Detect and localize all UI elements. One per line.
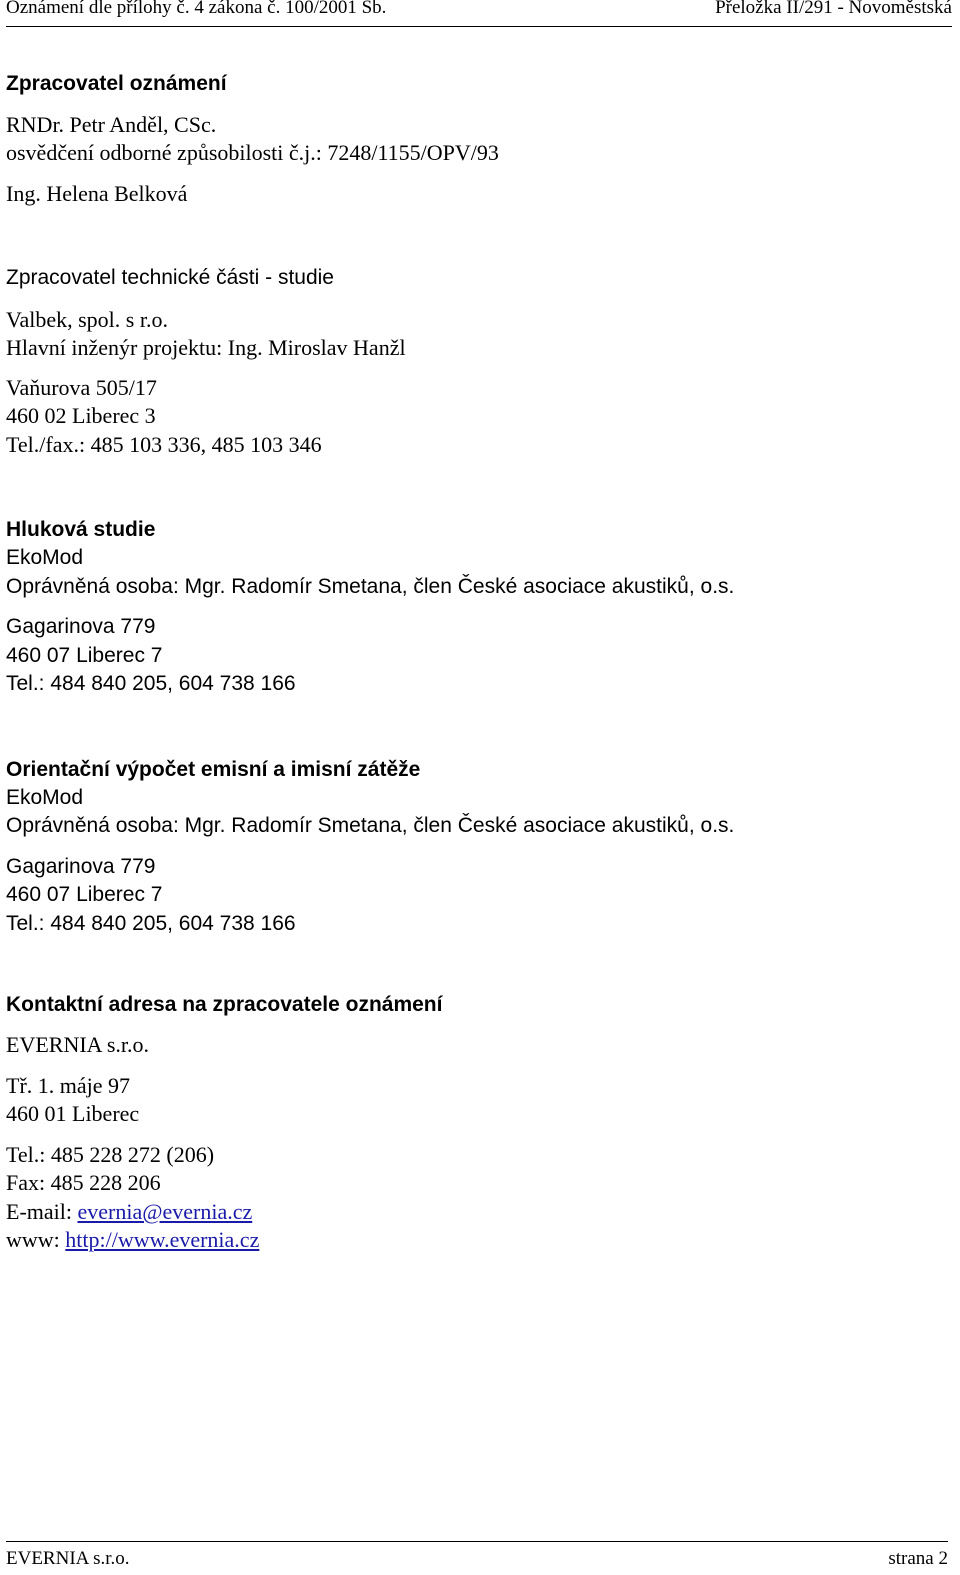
page-footer bbox=[6, 1541, 948, 1572]
footer-company: EVERNIA s.r.o. bbox=[6, 1548, 130, 1569]
hlukova-company: EkoMod bbox=[6, 546, 84, 569]
vypocet-person: Oprávněná osoba: Mgr. Radomír Smetana, člen České asociace akustiků, o.s. bbox=[6, 814, 735, 837]
kontakt-city: 460 01 Liberec bbox=[6, 1101, 140, 1126]
vypocet-phone: Tel.: 484 840 205, 604 738 166 bbox=[6, 912, 296, 935]
zpracovatel-name: RNDr. Petr Anděl, CSc. bbox=[6, 112, 217, 137]
hlukova-person: Oprávněná osoba: Mgr. Radomír Smetana, člen České asociace akustiků, o.s. bbox=[6, 575, 735, 598]
email-label: E-mail: bbox=[6, 1199, 78, 1224]
section-title-technicka: Zpracovatel technické části - studie bbox=[6, 266, 334, 289]
website-link[interactable]: http://www.evernia.cz bbox=[65, 1227, 260, 1252]
vypocet-street: Gagarinova 779 bbox=[6, 855, 156, 878]
kontakt-fax: Fax: 485 228 206 bbox=[6, 1170, 161, 1195]
hlukova-street: Gagarinova 779 bbox=[6, 615, 156, 638]
technicka-city: 460 02 Liberec 3 bbox=[6, 403, 156, 428]
section-title-hlukova: Hluková studie bbox=[6, 518, 156, 541]
kontakt-email-line bbox=[6, 1199, 252, 1225]
hlukova-city: 460 07 Liberec 7 bbox=[6, 644, 163, 667]
section-title-kontakt: Kontaktní adresa na zpracovatele oznámení bbox=[6, 993, 443, 1016]
technicka-engineer: Hlavní inženýr projektu: Ing. Miroslav Hanžl bbox=[6, 335, 406, 360]
kontakt-www-line bbox=[6, 1227, 259, 1253]
email-link[interactable]: evernia@evernia.cz bbox=[77, 1199, 253, 1224]
section-title-zpracovatel: Zpracovatel oznámení bbox=[6, 72, 227, 95]
zpracovatel-certificate: osvědčení odborné způsobilosti č.j.: 7248/1155/OPV/93 bbox=[6, 140, 499, 165]
section-title-vypocet: Orientační výpočet emisní a imisní zátěže bbox=[6, 758, 421, 781]
kontakt-company: EVERNIA s.r.o. bbox=[6, 1032, 149, 1057]
technicka-company: Valbek, spol. s r.o. bbox=[6, 307, 168, 332]
technicka-street: Vaňurova 505/17 bbox=[6, 375, 157, 400]
hlukova-phone: Tel.: 484 840 205, 604 738 166 bbox=[6, 672, 296, 695]
vypocet-company: EkoMod bbox=[6, 786, 84, 809]
kontakt-phone: Tel.: 485 228 272 (206) bbox=[6, 1142, 215, 1167]
technicka-phone: Tel./fax.: 485 103 336, 485 103 346 bbox=[6, 432, 322, 457]
kontakt-street: Tř. 1. máje 97 bbox=[6, 1073, 131, 1098]
footer-page-number: strana 2 bbox=[888, 1548, 948, 1569]
header-document-title: Oznámení dle přílohy č. 4 zákona č. 100/2001 Sb. bbox=[6, 0, 387, 18]
zpracovatel-name-2: Ing. Helena Belková bbox=[6, 181, 188, 206]
www-label: www: bbox=[6, 1227, 66, 1252]
vypocet-city: 460 07 Liberec 7 bbox=[6, 883, 163, 906]
page-header bbox=[6, 0, 952, 27]
header-project-title: Přeložka II/291 - Novoměstská bbox=[715, 0, 952, 18]
